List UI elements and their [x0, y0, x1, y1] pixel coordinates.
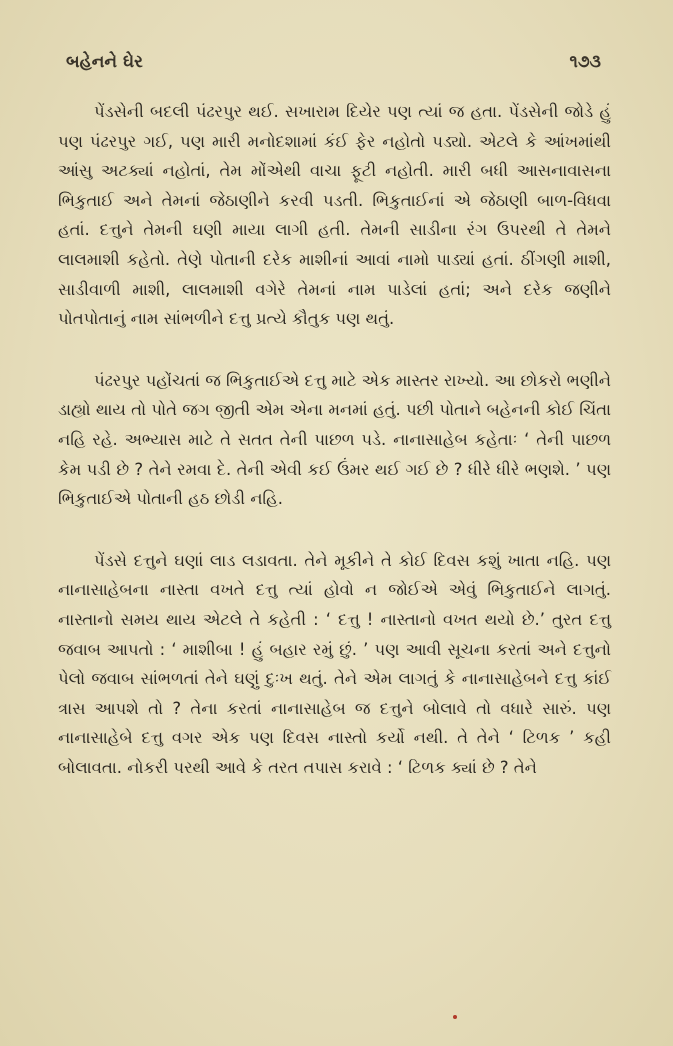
page-number: ૧૭૩ [569, 52, 601, 72]
paragraph-1: પેંડસેની બદલી પંઢરપુર થઈ. સખારામ દિયેર પણ ત્યાં જ હતા. પેંડસેની જોડે હું પણ પંઢરપુર ગઈ, પણ મારી મનોદશામાં કંઈ ફેર નહોતો પડ્યો. એટલે કે આંખમાંથી આંસુ અટક્યાં નહોતાં, તેમ મોંએથી વાચા ફૂટી નહોતી. મારી બધી આસનાવાસના ભિકુતાઈ અને તેમનાં જેઠાણીને કરવી પડતી. ભિકુતાઈનાં એ જેઠાણી બાળ-વિધવા હતાં. દત્તુને તેમની ઘણી માયા લાગી હતી. તેમની સાડીના રંગ ઉપરથી તે તેમને લાલમાશી કહેતો. તેણે પોતાની દરેક માશીનાં આવાં નામો પાડ્યાં હતાં. ઠીંગણી માશી, સાડીવાળી માશી, લાલમાશી વગેરે તેમનાં નામ પાડેલાં હતાં; અને દરેક જણીને પોતપોતાનું નામ સાંભળીને દત્તુ પ્રત્યે કૌતુક પણ થતું. [58, 102, 612, 329]
running-header [66, 52, 601, 72]
body-text [58, 97, 611, 782]
paragraph-3: પેંડસે દત્તુને ઘણાં લાડ લડાવતા. તેને મૂકીને તે કોઈ દિવસ કશું ખાતા નહિ. પણ નાનાસાહેબના નાસ્તા વખતે દત્તુ ત્યાં હોવો ન જોઈએ એવું ભિકુતાઈને લાગતું. નાસ્તાનો સમય થાય એટલે તે કહેતી : ‘ દત્તુ ! નાસ્તાનો વખત થયો છે.’ તુરત દત્તુ જવાબ આપતો : ‘ માશીબા ! હું બહાર રમું છું. ’ પણ આવી સૂચના કરતાં અને દત્તુનો પેલો જવાબ સાંભળતાં તેને ઘણું દુઃખ થતું. તેને એમ લાગતું કે નાનાસાહેબને દત્તુ કાંઈ ત્રાસ આપશે તો ? તેના કરતાં નાનાસાહેબ જ દત્તુને બોલાવે તો વધારે સારું. પણ નાનાસાહેબે દત્તુ વગર એક પણ દિવસ નાસ્તો કર્યો નથી. તે તેને ‘ ટિળક ’ કહી બોલાવતા. નોકરી પરથી આવે કે તરત તપાસ કરાવે : ‘ ટિળક ક્યાં છે ? તેને [58, 550, 611, 777]
paragraph-2: પંઢરપુર પહોંચતાં જ ભિકુતાઈએ દત્તુ માટે એક માસ્તર રાખ્યો. આ છોકરો ભણીને ડાહ્યો થાય તો પોતે જગ જીતી એમ એના મનમાં હતું. પછી પોતાને બહેનની કોઈ ચિંતા નહિ રહે. અભ્યાસ માટે તે સતત તેની પાછળ પડે. નાનાસાહેબ કહેતાઃ ‘ તેની પાછળ કેમ પડી છે ? તેને રમવા દે. તેની એવી કઈ ઉંમર થઈ ગઈ છે ? ધીરે ધીરે ભણશે. ’ પણ ભિકુતાઈએ પોતાની હઠ છોડી નહિ. [58, 370, 611, 509]
chapter-title: બહેનને ઘેર [66, 52, 143, 72]
ink-mark [453, 1015, 457, 1019]
